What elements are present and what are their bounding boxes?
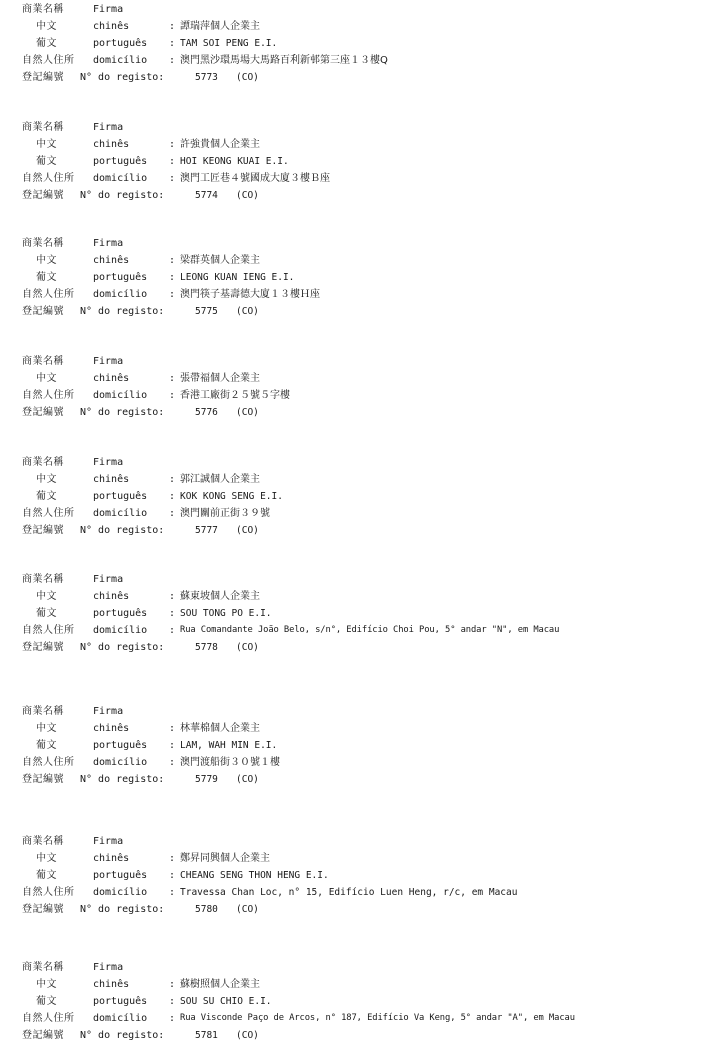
portuguese-label-zh: 葡文: [36, 272, 57, 283]
portuguese-name-value: HOI KEONG KUAI E.I.: [180, 156, 289, 167]
chinese-label-pt: chinês: [93, 255, 130, 266]
domicile-label-pt: domicílio: [93, 1013, 148, 1024]
colon: :: [169, 55, 176, 66]
registration-number: 5779: [195, 774, 218, 785]
colon: :: [169, 491, 176, 502]
portuguese-label-pt: português: [93, 996, 148, 1007]
portuguese-name-value: LAM, WAH MIN E.I.: [180, 740, 278, 751]
portuguese-label-zh: 葡文: [36, 608, 57, 619]
registration-number: 5774: [195, 190, 218, 201]
chinese-label-pt: chinês: [93, 853, 130, 864]
firm-label-pt: Firma: [93, 457, 124, 468]
colon: :: [169, 996, 176, 1007]
registration-row: [22, 187, 722, 204]
firm-label-zh: 商業名稱: [22, 122, 64, 133]
domicile-label-zh: 自然人住所: [22, 508, 75, 519]
domicile-row: [22, 1010, 722, 1027]
colon: :: [169, 1013, 176, 1024]
firm-label-zh: 商業名稱: [22, 574, 64, 585]
registration-number: 5776: [195, 407, 218, 418]
chinese-name-value: 梁群英個人企業主: [180, 255, 260, 266]
chinese-name-value: 蘇東坡個人企業主: [180, 591, 260, 602]
chinese-label-pt: chinês: [93, 474, 130, 485]
chinese-label-pt: chinês: [93, 591, 130, 602]
registration-row: [22, 404, 722, 421]
chinese-label-pt: chinês: [93, 723, 130, 734]
portuguese-name-value: TAM SOI PENG E.I.: [180, 38, 278, 49]
chinese-label-zh: 中文: [36, 979, 57, 990]
colon: :: [169, 625, 176, 636]
colon: :: [169, 139, 176, 150]
registry-record: [22, 571, 722, 656]
registry-record: [22, 833, 722, 918]
registration-label-zh: 登記編號: [22, 642, 64, 653]
firm-label-pt: Firma: [93, 836, 124, 847]
registration-label-zh: 登記編號: [22, 904, 64, 915]
colon: :: [169, 740, 176, 751]
colon: :: [169, 508, 176, 519]
domicile-value: 澳門工匠巷４號國成大廈３樓Ｂ座: [180, 173, 330, 184]
registration-label-pt: N° do registo:: [80, 72, 165, 83]
firm-label-zh: 商業名稱: [22, 706, 64, 717]
chinese-name-value: 譚瑞萍個人企業主: [180, 21, 260, 32]
colon: :: [169, 474, 176, 485]
registration-tag: (CO): [236, 525, 259, 536]
registration-tag: (CO): [236, 642, 259, 653]
portuguese-name-row: [22, 605, 722, 622]
registration-row: [22, 639, 722, 656]
domicile-row: [22, 52, 722, 69]
registration-tag: (CO): [236, 1030, 259, 1041]
domicile-value: 澳門筷子基壽德大廈１３樓Ｈ座: [180, 289, 320, 300]
domicile-label-zh: 自然人住所: [22, 390, 75, 401]
registry-record: [22, 119, 722, 204]
registration-row: [22, 303, 722, 320]
registration-row: [22, 522, 722, 539]
chinese-label-zh: 中文: [36, 21, 57, 32]
colon: :: [169, 156, 176, 167]
colon: :: [169, 870, 176, 881]
chinese-name-value: 鄭昇同興個人企業主: [180, 853, 270, 864]
registration-label-pt: N° do registo:: [80, 190, 165, 201]
registration-label-zh: 登記編號: [22, 525, 64, 536]
domicile-value: 澳門黑沙環馬場大馬路百利新邨第三座１３樓Q: [180, 55, 388, 66]
domicile-row: [22, 622, 722, 639]
registration-tag: (CO): [236, 72, 259, 83]
chinese-label-zh: 中文: [36, 723, 57, 734]
chinese-name-row: [22, 720, 722, 737]
colon: :: [169, 272, 176, 283]
firm-label-pt: Firma: [93, 238, 124, 249]
domicile-label-pt: domicílio: [93, 173, 148, 184]
registration-number: 5777: [195, 525, 218, 536]
registration-row: [22, 1027, 722, 1044]
domicile-label-zh: 自然人住所: [22, 55, 75, 66]
colon: :: [169, 887, 176, 898]
chinese-name-row: [22, 18, 722, 35]
domicile-label-pt: domicílio: [93, 757, 148, 768]
registration-label-pt: N° do registo:: [80, 525, 165, 536]
firm-label-pt: Firma: [93, 356, 124, 367]
colon: :: [169, 757, 176, 768]
portuguese-label-zh: 葡文: [36, 740, 57, 751]
colon: :: [169, 373, 176, 384]
registration-label-zh: 登記編號: [22, 407, 64, 418]
registry-record: [22, 1, 722, 86]
domicile-label-pt: domicílio: [93, 508, 148, 519]
chinese-name-row: [22, 252, 722, 269]
portuguese-label-zh: 葡文: [36, 996, 57, 1007]
portuguese-label-pt: português: [93, 491, 148, 502]
firm-label-pt: Firma: [93, 962, 124, 973]
chinese-label-zh: 中文: [36, 255, 57, 266]
portuguese-label-pt: português: [93, 272, 148, 283]
portuguese-label-pt: português: [93, 870, 148, 881]
portuguese-name-row: [22, 269, 722, 286]
portuguese-name-value: CHEANG SENG THON HENG E.I.: [180, 870, 329, 881]
chinese-label-zh: 中文: [36, 591, 57, 602]
chinese-name-value: 蘇樹照個人企業主: [180, 979, 260, 990]
domicile-label-pt: domicílio: [93, 887, 148, 898]
colon: :: [169, 390, 176, 401]
portuguese-name-row: [22, 737, 722, 754]
firm-label-zh: 商業名稱: [22, 836, 64, 847]
chinese-name-row: [22, 976, 722, 993]
firm-header-row: [22, 1, 722, 18]
domicile-value: 香港工廠街２５號５字樓: [180, 390, 290, 401]
firm-label-zh: 商業名稱: [22, 4, 64, 15]
portuguese-name-row: [22, 867, 722, 884]
colon: :: [169, 21, 176, 32]
portuguese-name-value: KOK KONG SENG E.I.: [180, 491, 283, 502]
colon: :: [169, 173, 176, 184]
domicile-label-zh: 自然人住所: [22, 625, 75, 636]
registration-label-zh: 登記編號: [22, 1030, 64, 1041]
domicile-label-zh: 自然人住所: [22, 173, 75, 184]
domicile-value: Travessa Chan Loc, n° 15, Edifício Luen Heng, r/c, em Macau: [180, 887, 518, 898]
domicile-label-pt: domicílio: [93, 55, 148, 66]
firm-label-pt: Firma: [93, 706, 124, 717]
chinese-name-row: [22, 588, 722, 605]
chinese-label-pt: chinês: [93, 139, 130, 150]
registration-row: [22, 901, 722, 918]
registration-tag: (CO): [236, 904, 259, 915]
domicile-label-pt: domicílio: [93, 390, 148, 401]
domicile-row: [22, 286, 722, 303]
domicile-value: Rua Visconde Paço de Arcos, n° 187, Edifício Va Keng, 5° andar "A", em Macau: [180, 1013, 575, 1023]
firm-header-row: [22, 571, 722, 588]
chinese-label-zh: 中文: [36, 373, 57, 384]
portuguese-label-zh: 葡文: [36, 491, 57, 502]
chinese-label-pt: chinês: [93, 373, 130, 384]
registration-label-pt: N° do registo:: [80, 407, 165, 418]
portuguese-label-pt: português: [93, 740, 148, 751]
firm-label-zh: 商業名稱: [22, 238, 64, 249]
chinese-name-row: [22, 850, 722, 867]
portuguese-name-row: [22, 488, 722, 505]
domicile-value: Rua Comandante João Belo, s/n°, Edifício Choi Pou, 5° andar "N", em Macau: [180, 625, 560, 635]
chinese-label-pt: chinês: [93, 21, 130, 32]
portuguese-label-zh: 葡文: [36, 156, 57, 167]
registration-tag: (CO): [236, 407, 259, 418]
registry-record: [22, 235, 722, 320]
registration-row: [22, 69, 722, 86]
portuguese-name-row: [22, 153, 722, 170]
chinese-label-pt: chinês: [93, 979, 130, 990]
domicile-row: [22, 387, 722, 404]
portuguese-label-pt: português: [93, 608, 148, 619]
chinese-label-zh: 中文: [36, 474, 57, 485]
firm-label-zh: 商業名稱: [22, 356, 64, 367]
portuguese-name-row: [22, 35, 722, 52]
chinese-name-value: 林華棉個人企業主: [180, 723, 260, 734]
domicile-label-zh: 自然人住所: [22, 289, 75, 300]
firm-label-zh: 商業名稱: [22, 962, 64, 973]
colon: :: [169, 608, 176, 619]
firm-header-row: [22, 833, 722, 850]
colon: :: [169, 255, 176, 266]
portuguese-name-row: [22, 993, 722, 1010]
portuguese-label-pt: português: [93, 38, 148, 49]
registry-record: [22, 703, 722, 788]
portuguese-name-value: SOU TONG PO E.I.: [180, 608, 272, 619]
portuguese-label-zh: 葡文: [36, 870, 57, 881]
domicile-label-zh: 自然人住所: [22, 757, 75, 768]
chinese-name-value: 張帶福個人企業主: [180, 373, 260, 384]
registration-number: 5773: [195, 72, 218, 83]
chinese-name-row: [22, 471, 722, 488]
domicile-label-pt: domicílio: [93, 625, 148, 636]
portuguese-name-value: SOU SU CHIO E.I.: [180, 996, 272, 1007]
domicile-row: [22, 754, 722, 771]
registration-label-zh: 登記編號: [22, 306, 64, 317]
firm-header-row: [22, 235, 722, 252]
registration-tag: (CO): [236, 190, 259, 201]
chinese-label-zh: 中文: [36, 139, 57, 150]
registration-row: [22, 771, 722, 788]
chinese-name-value: 郭江誠個人企業主: [180, 474, 260, 485]
registration-number: 5780: [195, 904, 218, 915]
firm-header-row: [22, 353, 722, 370]
chinese-name-row: [22, 370, 722, 387]
registration-tag: (CO): [236, 306, 259, 317]
registration-label-zh: 登記編號: [22, 190, 64, 201]
domicile-label-zh: 自然人住所: [22, 887, 75, 898]
registration-label-pt: N° do registo:: [80, 306, 165, 317]
chinese-name-value: 許強貴個人企業主: [180, 139, 260, 150]
registration-number: 5778: [195, 642, 218, 653]
firm-header-row: [22, 454, 722, 471]
chinese-label-zh: 中文: [36, 853, 57, 864]
colon: :: [169, 289, 176, 300]
colon: :: [169, 979, 176, 990]
colon: :: [169, 591, 176, 602]
domicile-value: 澳門關前正街３９號: [180, 508, 270, 519]
colon: :: [169, 38, 176, 49]
portuguese-name-value: LEONG KUAN IENG E.I.: [180, 272, 295, 283]
registry-record: [22, 959, 722, 1044]
registration-tag: (CO): [236, 774, 259, 785]
domicile-label-pt: domicílio: [93, 289, 148, 300]
domicile-row: [22, 505, 722, 522]
registration-label-zh: 登記編號: [22, 774, 64, 785]
firm-header-row: [22, 703, 722, 720]
firm-header-row: [22, 959, 722, 976]
registration-label-pt: N° do registo:: [80, 1030, 165, 1041]
domicile-row: [22, 884, 722, 901]
firm-label-pt: Firma: [93, 4, 124, 15]
colon: :: [169, 723, 176, 734]
registration-number: 5781: [195, 1030, 218, 1041]
firm-label-pt: Firma: [93, 574, 124, 585]
chinese-name-row: [22, 136, 722, 153]
domicile-row: [22, 170, 722, 187]
registry-record: [22, 454, 722, 539]
registration-label-pt: N° do registo:: [80, 904, 165, 915]
registration-label-pt: N° do registo:: [80, 774, 165, 785]
firm-label-pt: Firma: [93, 122, 124, 133]
domicile-label-zh: 自然人住所: [22, 1013, 75, 1024]
domicile-value: 澳門渡船街３０號１樓: [180, 757, 280, 768]
firm-label-zh: 商業名稱: [22, 457, 64, 468]
colon: :: [169, 853, 176, 864]
portuguese-label-pt: português: [93, 156, 148, 167]
registry-record: [22, 353, 722, 421]
registration-number: 5775: [195, 306, 218, 317]
registration-label-pt: N° do registo:: [80, 642, 165, 653]
portuguese-label-zh: 葡文: [36, 38, 57, 49]
firm-header-row: [22, 119, 722, 136]
registration-label-zh: 登記編號: [22, 72, 64, 83]
